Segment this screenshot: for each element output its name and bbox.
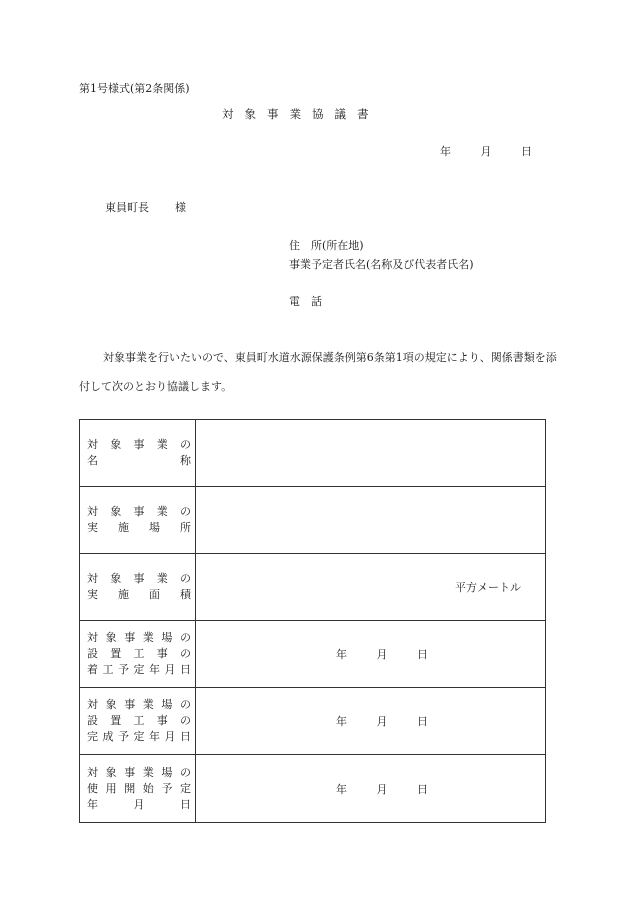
body-text: 対象事業を行いたいので、東員町水道水源保護条例第6条第1項の規定により、関係書類を添付して次のとおり協議します。 bbox=[79, 351, 557, 393]
date-placeholder bbox=[336, 646, 428, 662]
form-number: 第1号様式(第2条関係) bbox=[79, 82, 190, 95]
date-month: 月 bbox=[376, 648, 388, 661]
label-line: 名 称 bbox=[87, 454, 191, 467]
date-day: 日 bbox=[417, 648, 428, 661]
label-line: 対象事業場の bbox=[87, 698, 191, 711]
project-name-field[interactable] bbox=[196, 420, 546, 487]
date-placeholder bbox=[336, 781, 428, 797]
area-unit: 平方メートル bbox=[455, 581, 521, 594]
date-placeholder bbox=[336, 713, 428, 729]
document-title: 対象事業協議書 bbox=[222, 107, 380, 121]
date-year: 年 bbox=[336, 648, 347, 661]
addressee bbox=[105, 199, 186, 215]
sender-phone-label: 電 話 bbox=[289, 295, 322, 308]
project-area-field[interactable] bbox=[196, 554, 546, 621]
label-line: 対象事業の bbox=[87, 572, 191, 585]
sender-name-label: 事業予定者氏名(名称及び代表者氏名) bbox=[289, 258, 474, 271]
operation-start-date-field[interactable] bbox=[196, 755, 546, 823]
row-label-project-location bbox=[80, 487, 196, 554]
row-label-construction-start bbox=[80, 621, 196, 688]
date-month: 月 bbox=[376, 782, 388, 796]
label-line: 着工予定年月日 bbox=[87, 663, 191, 676]
date-month: 月 bbox=[480, 145, 492, 158]
table-row bbox=[80, 420, 546, 487]
label-line: 設置工事の bbox=[87, 647, 191, 660]
table-row bbox=[80, 554, 546, 621]
submission-date bbox=[440, 143, 532, 159]
construction-completion-date-field[interactable] bbox=[196, 688, 546, 755]
table-row bbox=[80, 487, 546, 554]
label-line: 設置工事の bbox=[87, 714, 191, 727]
label-line: 実施場所 bbox=[87, 521, 191, 534]
label-line: 完成予定年月日 bbox=[87, 730, 191, 743]
date-day: 日 bbox=[417, 782, 428, 796]
date-month: 月 bbox=[376, 715, 388, 728]
label-line: 対象事業場の bbox=[87, 765, 191, 779]
date-day: 日 bbox=[417, 715, 428, 728]
addressee-honorific: 様 bbox=[175, 201, 186, 214]
row-label-construction-completion bbox=[80, 688, 196, 755]
table-row bbox=[80, 688, 546, 755]
label-line: 使用開始予定 bbox=[87, 781, 191, 795]
sender-address-label: 住 所(所在地) bbox=[289, 239, 364, 252]
label-line: 対象事業場の bbox=[87, 631, 191, 644]
label-line: 年 月 日 bbox=[87, 797, 191, 811]
row-label-project-area bbox=[80, 554, 196, 621]
row-label-project-name bbox=[80, 420, 196, 487]
date-year: 年 bbox=[336, 715, 347, 728]
date-year: 年 bbox=[440, 145, 451, 158]
date-year: 年 bbox=[336, 782, 347, 796]
table-row bbox=[80, 755, 546, 823]
date-day: 日 bbox=[521, 145, 532, 158]
construction-start-date-field[interactable] bbox=[196, 621, 546, 688]
label-line: 対象事業の bbox=[87, 505, 191, 518]
row-label-operation-start bbox=[80, 755, 196, 823]
label-line: 対象事業の bbox=[87, 438, 191, 451]
project-details-table bbox=[79, 419, 546, 823]
table-row bbox=[80, 621, 546, 688]
label-line: 実施面積 bbox=[87, 588, 191, 601]
addressee-name: 東員町長 bbox=[105, 201, 149, 214]
project-location-field[interactable] bbox=[196, 487, 546, 554]
